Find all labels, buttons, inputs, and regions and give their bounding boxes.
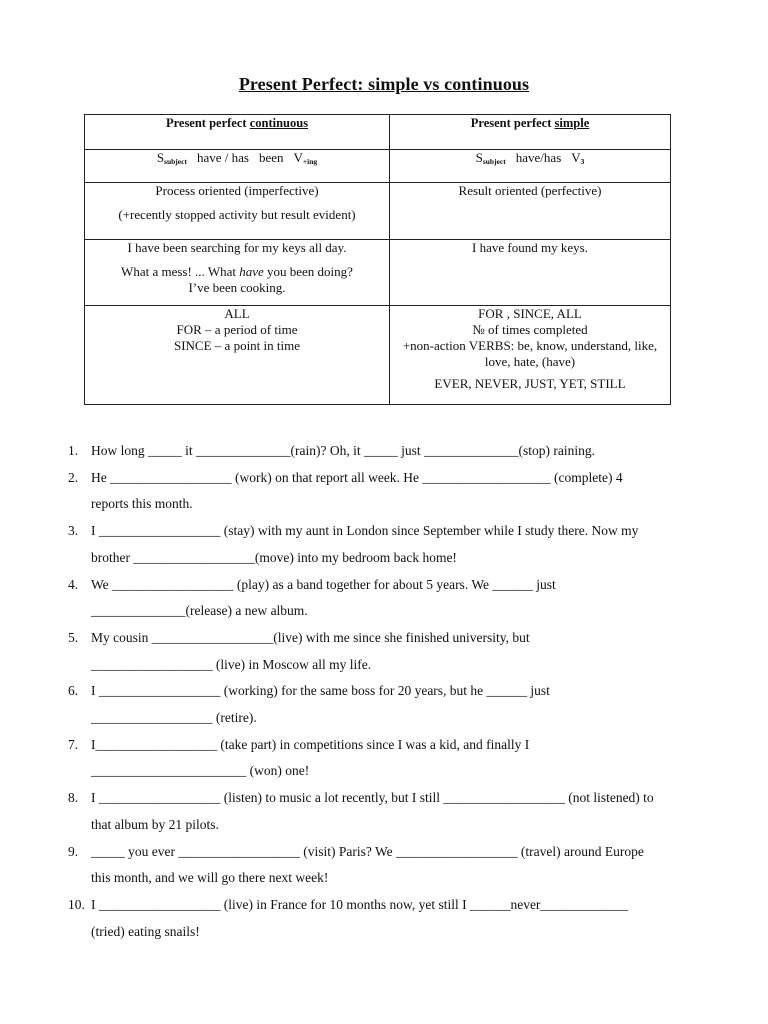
exercise-item: [60, 438, 720, 465]
markers-continuous: [85, 306, 390, 405]
exercise-line: __________________ (live) in Moscow all my life.: [91, 656, 372, 672]
markers-simple-last: EVER, NEVER, JUST, YET, STILL: [434, 376, 626, 391]
exercise-item: [60, 839, 720, 892]
formula-continuous-been: been: [258, 150, 284, 165]
example-continuous-line2: [91, 264, 383, 280]
exercise-list: [60, 438, 720, 945]
exercise-item: [60, 518, 720, 571]
markers-simple-line: love, hate, (have): [484, 354, 576, 369]
exercise-line: this month, and we will go there next week!: [91, 870, 329, 886]
markers-simple-line: +non-action VERBS: be, know, understand, like,: [402, 338, 658, 353]
formula-continuous-have: have / has: [196, 150, 249, 165]
exercise-item: [60, 572, 720, 625]
exercise-line: I __________________ (listen) to music a lot recently, but I still __________________ (not listened) to: [91, 790, 654, 806]
formula-continuous: [85, 150, 390, 183]
example-simple: [390, 240, 671, 306]
orientation-row: [85, 183, 671, 240]
markers-simple-line: FOR , SINCE, ALL: [478, 306, 582, 321]
exercise-line: I__________________ (take part) in competitions since I was a kid, and finally I: [91, 736, 530, 752]
exercise-item: [60, 625, 720, 678]
exercise-item: [60, 465, 720, 518]
example-continuous-line2-em: have: [239, 264, 264, 279]
exercise-line: ______________(release) a new album.: [91, 603, 308, 619]
exercise-line: I __________________ (stay) with my aunt in London since September while I study there. Now my: [91, 523, 639, 539]
formula-simple-have: have/has: [515, 150, 562, 165]
example-continuous-line2-a: What a mess! ... What: [121, 264, 240, 279]
exercise-line: (tried) eating snails!: [91, 923, 200, 939]
exercise-line: We __________________ (play) as a band together for about 5 years. We ______ just: [91, 576, 556, 592]
formula-continuous-vsub: +ing: [302, 157, 318, 166]
formula-continuous-v: V: [293, 150, 303, 165]
markers-continuous-line: SINCE – a point in time: [173, 338, 301, 353]
exercise-number: 6.: [68, 683, 79, 699]
formula-row: [85, 150, 671, 183]
formula-simple-vsub: 3: [580, 157, 585, 166]
example-row: [85, 240, 671, 306]
orientation-continuous: [85, 183, 390, 240]
exercise-line: that album by 21 pilots.: [91, 816, 219, 832]
header-continuous-emph: continuous: [249, 116, 309, 130]
formula-simple-sub: subject: [482, 157, 506, 166]
exercise-line: I __________________ (live) in France for 10 months now, yet still I ______never_____________: [91, 896, 629, 912]
header-simple: [390, 115, 671, 150]
exercise-line: brother __________________(move) into my bedroom back home!: [91, 549, 457, 565]
example-continuous: [85, 240, 390, 306]
header-simple-emph: simple: [554, 116, 590, 130]
exercise-number: 9.: [68, 843, 79, 859]
exercise-line: reports this month.: [91, 496, 193, 512]
exercise-number: 8.: [68, 790, 79, 806]
exercise-number: 10.: [68, 896, 85, 912]
formula-simple-s: S: [475, 150, 483, 165]
header-simple-prefix: Present perfect: [470, 116, 555, 130]
exercise-line: _____ you ever __________________ (visit) Paris? We __________________ (travel) around Europe: [91, 843, 644, 859]
header-continuous: [85, 115, 390, 150]
exercise-item: [60, 732, 720, 785]
exercise-line: My cousin __________________(live) with me since she finished university, but: [91, 629, 530, 645]
exercise-item: [60, 785, 720, 838]
table-header-row: [85, 115, 671, 150]
exercise-item: [60, 892, 720, 945]
exercise-line: How long _____ it ______________(rain)? Oh, it _____ just ______________(stop) raining.: [91, 443, 595, 458]
markers-continuous-line: FOR – a period of time: [176, 322, 298, 337]
exercise-number: 3.: [68, 523, 79, 539]
example-continuous-line3: I’ve been cooking.: [188, 280, 286, 295]
exercise-number: 4.: [68, 576, 79, 592]
orientation-continuous-line2: (+recently stopped activity but result evident): [118, 207, 356, 222]
page-title: Present Perfect: simple vs continuous: [238, 74, 530, 94]
formula-simple: [390, 150, 671, 183]
exercise-number: 7.: [68, 736, 79, 752]
example-continuous-line1: I have been searching for my keys all day.: [127, 240, 347, 255]
markers-simple: [390, 306, 671, 405]
formula-simple-v: V: [571, 150, 581, 165]
time-markers-row: [85, 306, 671, 405]
formula-continuous-s: S: [156, 150, 165, 165]
comparison-table: [84, 114, 671, 405]
exercise-number: 5.: [68, 629, 79, 645]
exercise-number: 1.: [68, 443, 79, 458]
formula-continuous-sub: subject: [164, 157, 187, 166]
exercise-line: __________________ (retire).: [91, 710, 257, 726]
exercise-line: He __________________ (work) on that report all week. He ___________________ (complete) 4: [91, 469, 623, 485]
markers-continuous-line: ALL: [224, 306, 250, 321]
exercise-line: _______________________ (won) one!: [91, 763, 310, 779]
exercise-number: 2.: [68, 469, 79, 485]
exercise-line: I __________________ (working) for the same boss for 20 years, but he ______ just: [91, 683, 550, 699]
orientation-continuous-line1: Process oriented (imperfective): [155, 183, 319, 198]
header-continuous-prefix: Present perfect: [165, 116, 250, 130]
markers-simple-line: № of times completed: [472, 322, 588, 337]
exercise-item: [60, 678, 720, 731]
orientation-simple: [390, 183, 671, 240]
example-simple-line1: I have found my keys.: [472, 240, 588, 255]
orientation-simple-line1: Result oriented (perfective): [458, 183, 602, 198]
example-continuous-line2-b: you been doing?: [263, 264, 353, 279]
